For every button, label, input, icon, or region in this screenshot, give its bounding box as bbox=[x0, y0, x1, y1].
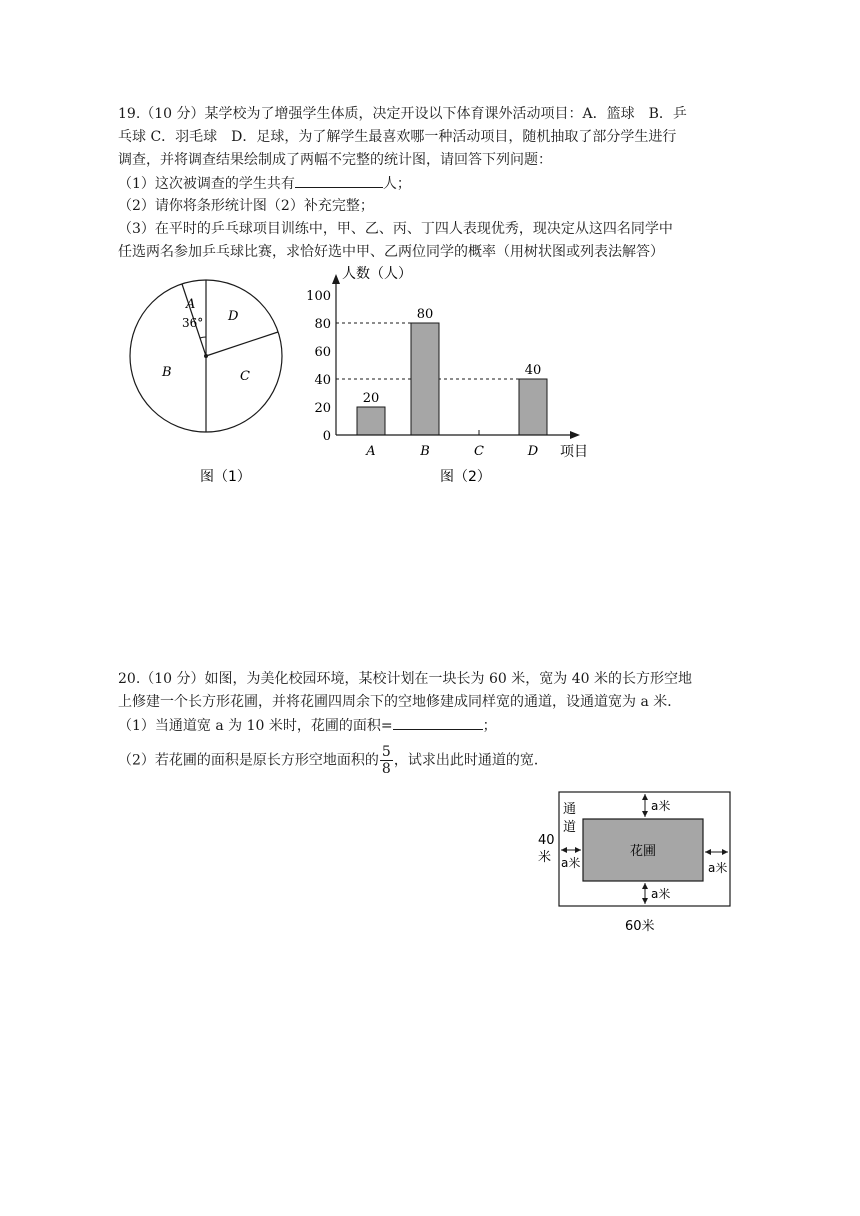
q19-line1: 19.（10 分）某学校为了增强学生体质，决定开设以下体育课外活动项目：A．篮球 B．乒 bbox=[118, 106, 687, 122]
pie-chart-figure bbox=[120, 268, 300, 498]
pie-label-d: D bbox=[228, 309, 239, 324]
pie-label-c: C bbox=[240, 369, 250, 384]
x-axis-arrow bbox=[570, 431, 580, 439]
path-label-2: 道 bbox=[563, 820, 577, 835]
flower-bed-label: 花圃 bbox=[629, 844, 657, 859]
y-tick-label: 100 bbox=[306, 289, 331, 304]
q19-line3: 调查，并将调查结果绘制成了两幅不完整的统计图，请回答下列问题： bbox=[118, 152, 552, 168]
q20-sub2-text: （2）若花圃的面积是原长方形空地面积的 bbox=[118, 752, 379, 769]
fraction-five-eighths bbox=[380, 744, 393, 777]
a-top-label: a米 bbox=[651, 799, 671, 813]
q20-sub1-suffix: ； bbox=[482, 718, 497, 734]
y-tick-label: 40 bbox=[314, 373, 331, 388]
bar bbox=[357, 407, 385, 435]
answer-blank-20-1[interactable] bbox=[393, 715, 483, 730]
bar-data-label: 80 bbox=[416, 307, 434, 322]
q20-sub2 bbox=[118, 744, 548, 777]
pie-caption: 图（1） bbox=[200, 469, 251, 485]
q19-sub2: （2）请你将条形统计图（2）补充完整； bbox=[118, 198, 374, 214]
bar-reference-lines bbox=[336, 323, 547, 379]
height-label-2: 米 bbox=[538, 850, 552, 865]
bar-caption: 图（2） bbox=[440, 469, 491, 485]
y-tick-label: 60 bbox=[314, 345, 331, 360]
q19-sub3-line1: （3）在平时的乒乓球项目训练中，甲、乙、丙、丁四人表现优秀，现决定从这四名同学中 bbox=[118, 221, 673, 237]
bar-chart-figure bbox=[300, 262, 600, 498]
path-label-1: 通 bbox=[563, 802, 577, 817]
height-label-1: 40 bbox=[538, 833, 555, 848]
q19-sub3-line2: 任选两名参加乒乓球比赛，求恰好选中甲、乙两位同学的概率（用树状图或列表法解答） bbox=[118, 244, 664, 260]
y-axis-label: 人数（人） bbox=[342, 266, 412, 282]
x-category-label: B bbox=[420, 444, 430, 459]
x-category-label: D bbox=[527, 444, 539, 459]
q19-line2: 乓球 C．羽毛球 D．足球，为了解学生最喜欢哪一种活动项目，随机抽取了部分学生进行 bbox=[118, 129, 677, 145]
q19-sub1-text: （1）这次被调查的学生共有 bbox=[118, 176, 295, 192]
bar-data-label: 20 bbox=[362, 391, 380, 406]
q20-sub2-suffix: ，试求出此时通道的宽． bbox=[393, 752, 548, 769]
x-axis-label: 项目 bbox=[560, 444, 588, 460]
q20-sub1 bbox=[118, 715, 497, 736]
pie-center bbox=[204, 354, 208, 358]
q20-line2: 上修建一个长方形花圃，并将花圃四周余下的空地修建成同样宽的通道，设通道宽为 a 米． bbox=[118, 694, 682, 710]
x-categories bbox=[365, 430, 538, 459]
q20-line1: 20.（10 分）如图，为美化校园环境，某校计划在一块长为 60 米，宽为 40 米的长方形空地 bbox=[118, 671, 692, 687]
width-label: 60米 bbox=[625, 919, 655, 934]
y-tick-label: 0 bbox=[322, 429, 331, 444]
pie-angle-label: 36° bbox=[182, 316, 204, 330]
x-category-label: C bbox=[474, 444, 484, 459]
y-axis-arrow bbox=[332, 274, 340, 284]
a-left-label: a米 bbox=[561, 856, 581, 870]
bar bbox=[411, 323, 439, 435]
pie-label-b: B bbox=[162, 365, 172, 380]
q19-sub1 bbox=[118, 173, 411, 194]
a-right-label: a米 bbox=[708, 861, 728, 875]
bar-data-label: 40 bbox=[524, 363, 542, 378]
garden-diagram bbox=[530, 786, 740, 936]
q20-sub1-text: （1）当通道宽 a 为 10 米时，花圃的面积= bbox=[118, 718, 393, 734]
a-bottom-label: a米 bbox=[651, 887, 671, 901]
fraction-denominator: 8 bbox=[381, 761, 391, 777]
y-tick-label: 20 bbox=[314, 401, 331, 416]
x-category-label: A bbox=[366, 444, 376, 459]
q19-sub1-suffix: 人； bbox=[382, 176, 411, 192]
y-tick-label: 80 bbox=[314, 317, 331, 332]
bar bbox=[519, 379, 547, 435]
pie-label-a: A bbox=[186, 297, 196, 312]
fraction-numerator: 5 bbox=[381, 744, 391, 760]
answer-blank-19-1[interactable] bbox=[295, 173, 383, 188]
y-ticks bbox=[306, 289, 331, 444]
bar-marks bbox=[357, 307, 547, 435]
